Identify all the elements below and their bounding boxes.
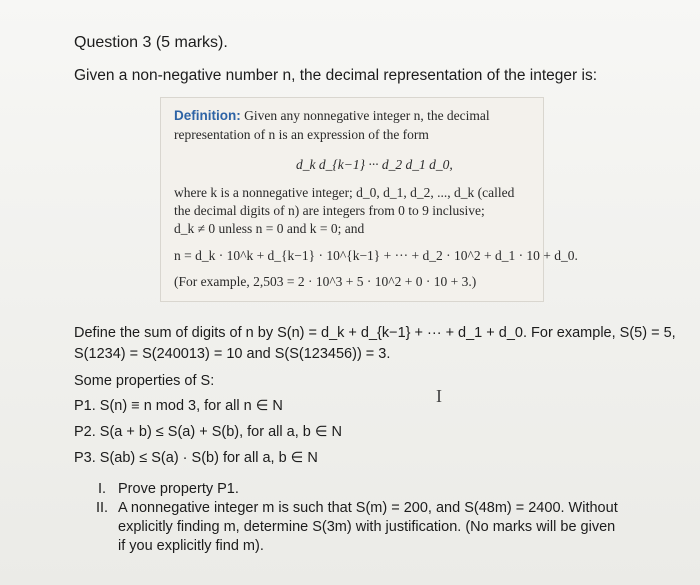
task-1-number: I. xyxy=(98,481,107,497)
property-p1: P1. S(n) ≡ n mod 3, for all n ∈ N xyxy=(74,398,283,414)
definition-line-4: the decimal digits of n) are integers from 0 to 9 inclusive; xyxy=(174,203,485,218)
definition-line-2: representation of n is an expression of the form xyxy=(174,127,429,142)
sum-definition-line-2: S(1234) = S(240013) = 10 and S(S(123456)) = 3. xyxy=(74,346,391,362)
sum-definition-line-1: Define the sum of digits of n by S(n) = d_k + d_{k−1} + ··· + d_1 + d_0. For example, S(5) = 5, xyxy=(74,325,676,341)
definition-form: d_k d_{k−1} ··· d_2 d_1 d_0, xyxy=(296,157,453,172)
task-2-line-2: explicitly finding m, determine S(3m) with justification. (No marks will be given xyxy=(118,519,616,535)
definition-line-1-rest: Given any nonnegative integer n, the decimal xyxy=(244,108,490,123)
definition-example: (For example, 2,503 = 2 · 10^3 + 5 · 10^2 + 0 · 10 + 3.) xyxy=(174,274,477,289)
definition-line-1 xyxy=(174,108,490,124)
properties-heading: Some properties of S: xyxy=(74,373,215,389)
property-p3: P3. S(ab) ≤ S(a) · S(b) for all a, b ∈ N xyxy=(74,450,318,466)
definition-formula: n = d_k · 10^k + d_{k−1} · 10^{k−1} + ··· + d_2 · 10^2 + d_1 · 10 + d_0. xyxy=(174,248,578,263)
task-2-line-3: if you explicitly find m). xyxy=(118,538,264,554)
definition-line-5: d_k ≠ 0 unless n = 0 and k = 0; and xyxy=(174,221,365,236)
question-intro: Given a non-negative number n, the decimal representation of the integer is: xyxy=(74,67,598,84)
property-p2: P2. S(a + b) ≤ S(a) + S(b), for all a, b ∈ N xyxy=(74,424,342,440)
definition-label: Definition: xyxy=(174,108,241,123)
question-title: Question 3 (5 marks). xyxy=(74,34,228,51)
task-2-number: II. xyxy=(96,500,109,516)
task-1-text: Prove property P1. xyxy=(118,481,239,497)
task-2-line-1: A nonnegative integer m is such that S(m) = 200, and S(48m) = 2400. Without xyxy=(118,500,618,516)
text-cursor-icon: I xyxy=(436,386,442,406)
definition-line-3: where k is a nonnegative integer; d_0, d_1, d_2, ..., d_k (called xyxy=(174,185,515,200)
